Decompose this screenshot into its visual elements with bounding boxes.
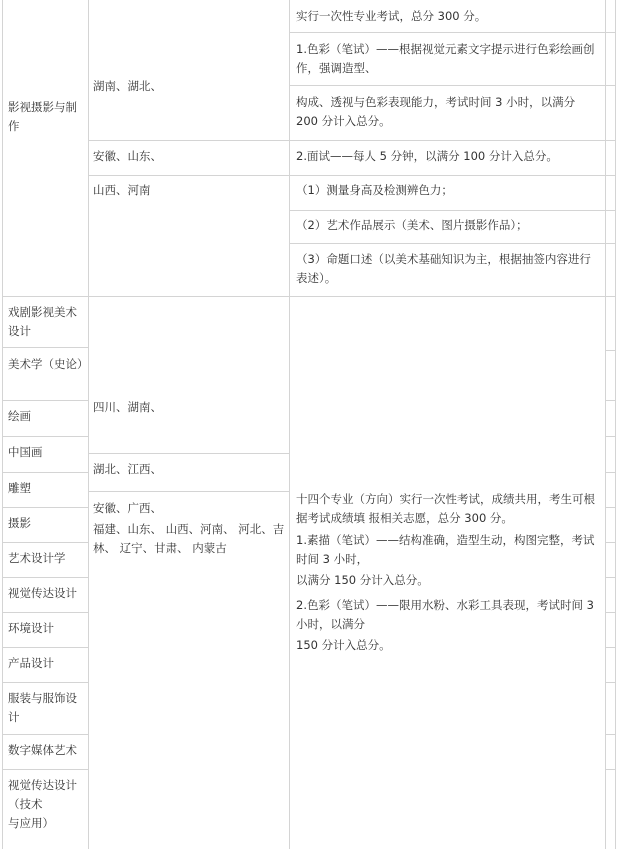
major-cell: 产品设计 xyxy=(8,656,54,670)
major-cell: 艺术设计学 xyxy=(8,551,66,565)
major-cell: 环境设计 xyxy=(8,621,54,635)
region-cell: 湖北、江西、 xyxy=(93,462,162,476)
major-cell: 视觉传达设计 xyxy=(8,586,77,600)
major-cell: 戏剧影视美术设计 xyxy=(8,305,77,338)
exam-text: （2）艺术作品展示（美术、图片摄影作品）； xyxy=(296,218,528,232)
region-cell: 福建、山东、 山西、河南、 河北、吉林、 辽宁、甘肃、 内蒙古 xyxy=(93,522,285,555)
exam-text: 1.色彩（笔试）——根据视觉元素文字提示进行色彩绘画创作，强调造型、 xyxy=(296,42,595,75)
exam-text: 实行一次性专业考试，总分 300 分。 xyxy=(296,9,487,23)
major-cell: 美术学（史论） xyxy=(8,357,89,371)
region-cell: 四川、湖南、 xyxy=(93,400,162,414)
exam-text: 构成、透视与色彩表现能力，考试时间 3 小时，以满分 200 分计入总分。 xyxy=(296,95,576,128)
major-cell: 绘画 xyxy=(8,409,31,423)
major-cell: 数字媒体艺术 xyxy=(8,743,77,757)
major-cell: 视觉传达设计（技术 与应用） xyxy=(8,778,77,830)
exam-text: 1.素描（笔试）——结构准确，造型生动，构图完整，考试时间 3 小时， xyxy=(296,533,595,566)
major-cell: 雕塑 xyxy=(8,481,31,495)
major-cell: 摄影 xyxy=(8,516,31,530)
region-cell: 安徽、山东、 xyxy=(93,149,162,163)
exam-text: 以满分 150 分计入总分。 xyxy=(296,573,429,587)
region-cell: 山西、河南 xyxy=(93,183,151,197)
exam-text: 150 分计入总分。 xyxy=(296,638,391,652)
exam-text: 2.面试——每人 5 分钟，以满分 100 分计入总分。 xyxy=(296,149,558,163)
region-cell: 安徽、广西、 xyxy=(93,501,162,515)
exam-text: （3）命题口述（以美术基础知识为主，根据抽签内容进行表述）。 xyxy=(296,252,591,285)
region-cell: 湖南、湖北、 xyxy=(93,79,162,93)
exam-text: 2.色彩（笔试）——限用水粉、水彩工具表现，考试时间 3 小时，以满分 xyxy=(296,598,594,631)
major-cell: 中国画 xyxy=(8,445,43,459)
exam-text: 十四个专业（方向）实行一次性考试，成绩共用，考生可根据考试成绩填 报相关志愿，总分 300 分。 xyxy=(296,492,595,525)
major-cell-top: 影视摄影与制作 xyxy=(8,100,77,133)
exam-text: （1）测量身高及检测辨色力； xyxy=(296,183,453,197)
major-cell: 服装与服饰设计 xyxy=(8,691,77,724)
